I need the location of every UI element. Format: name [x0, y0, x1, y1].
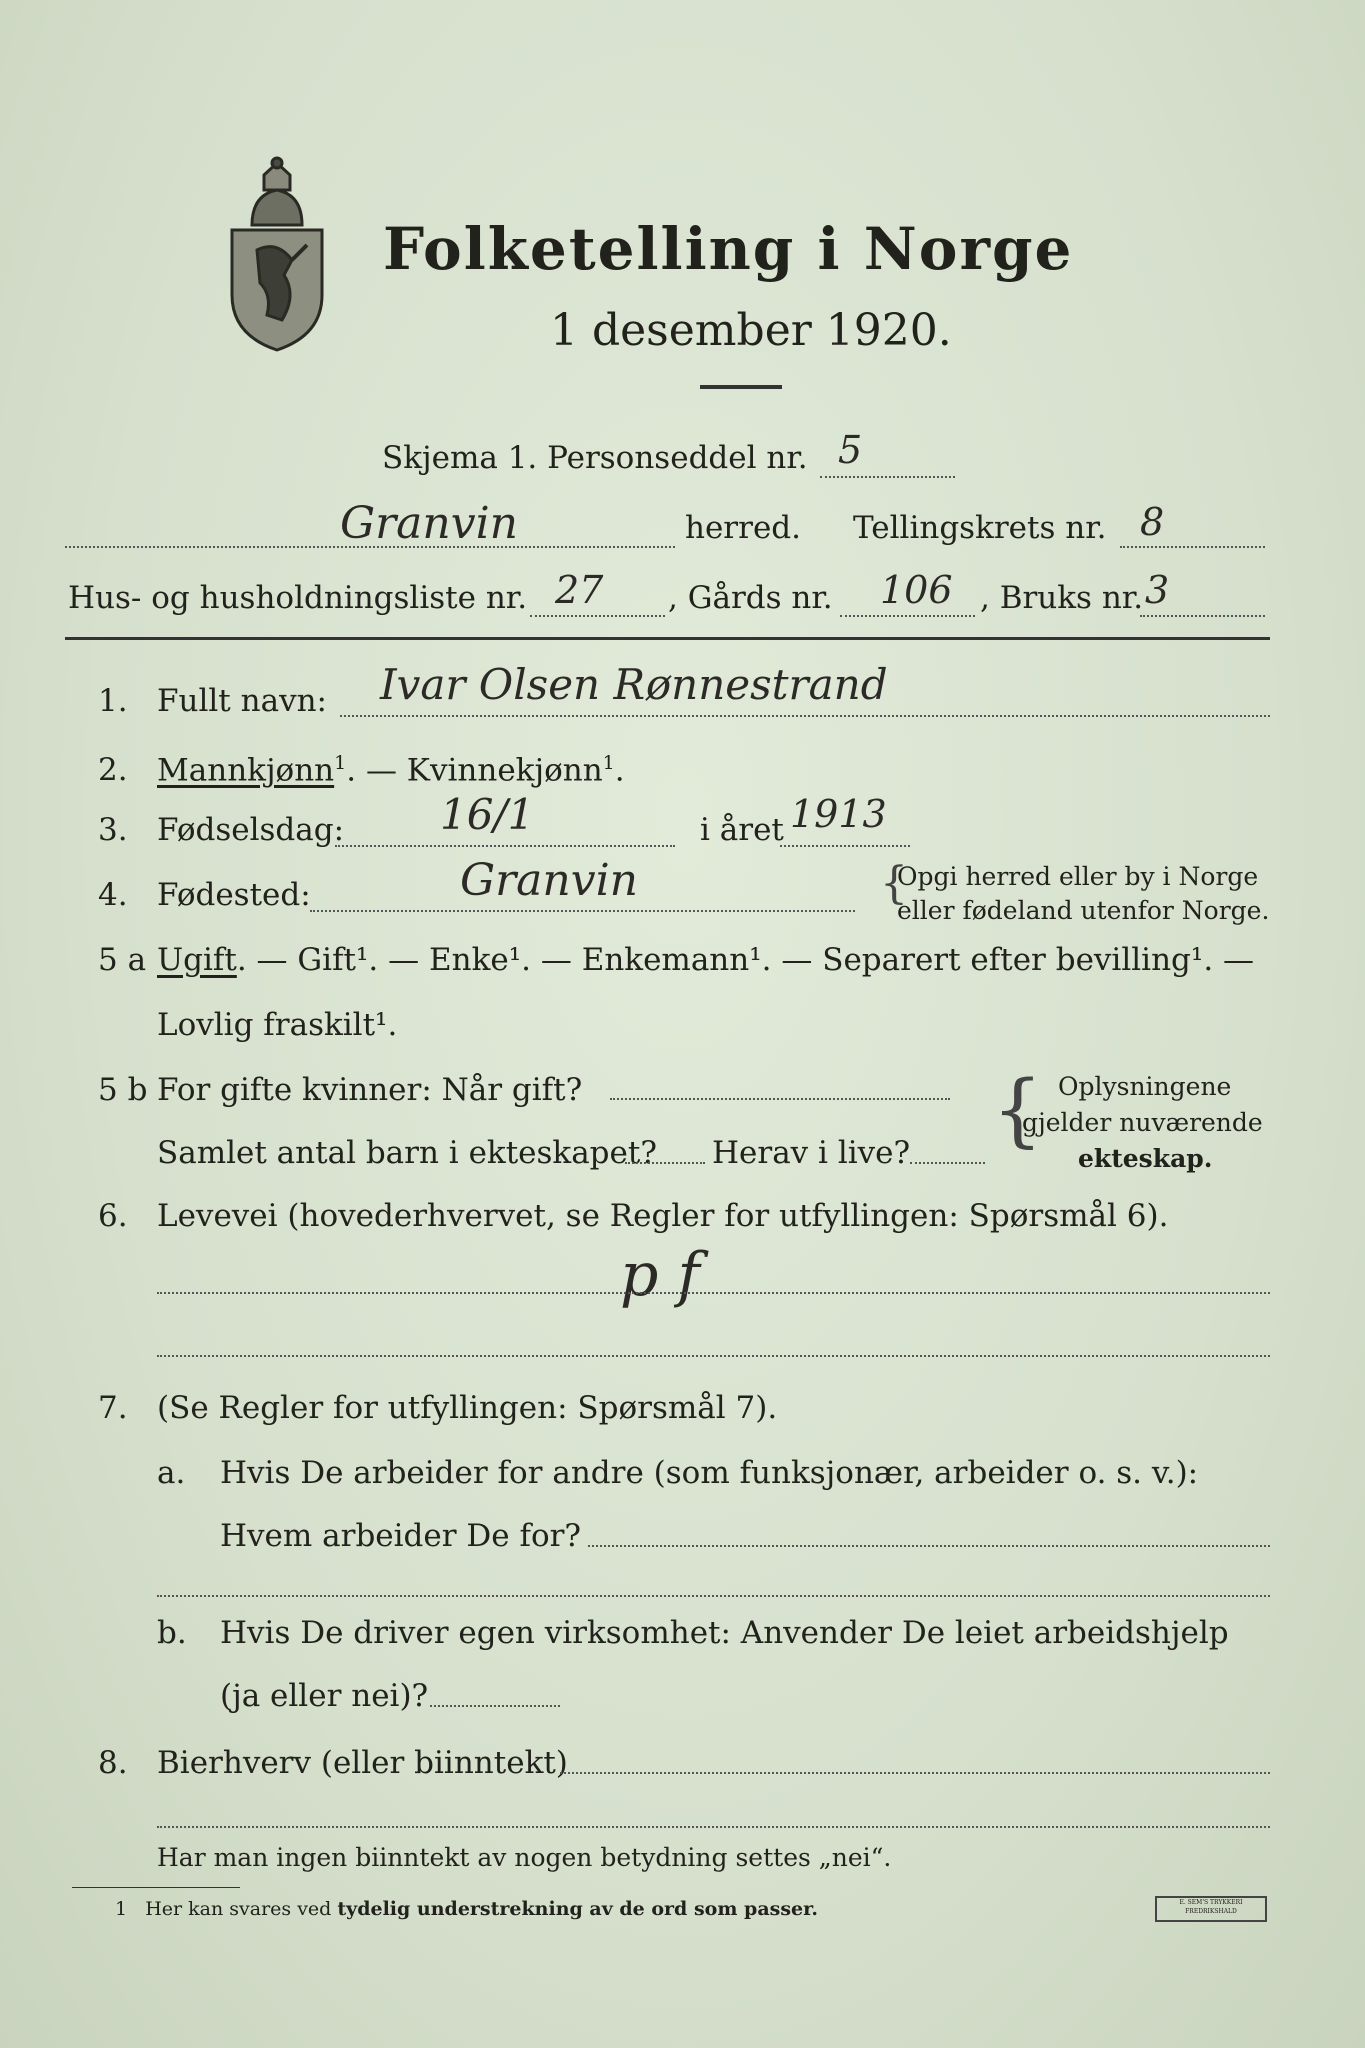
q2-options: Mannkjønn$^1$. — Kvinnekjønn$^1$.	[157, 752, 625, 789]
male-option[interactable]: Mannkjønn	[157, 752, 335, 789]
q5b-children-label: Samlet antal barn i ekteskapet?	[157, 1135, 657, 1171]
husholdning-label: Hus- og husholdningsliste nr.	[68, 580, 528, 616]
q7a-line2: Hvem arbeider De for?	[220, 1518, 582, 1554]
q7b-letter: b.	[157, 1615, 187, 1651]
q7-label: (Se Regler for utfyllingen: Spørsmål 7).	[157, 1390, 778, 1426]
gards-nr[interactable]: 106	[880, 568, 953, 612]
q8-note: Har man ingen biinntekt av nogen betydning settes „nei“.	[157, 1843, 892, 1872]
q3-number: 3.	[98, 812, 128, 848]
title-divider	[700, 385, 782, 389]
q6-label: Levevei (hovederhvervet, se Regler for utfyllingen: Spørsmål 6).	[157, 1198, 1169, 1234]
q5a-line2[interactable]: Lovlig fraskilt¹.	[157, 1007, 398, 1043]
unmarried-option[interactable]: Ugift	[157, 942, 237, 978]
norway-coat-of-arms-icon	[222, 155, 332, 355]
q8-number: 8.	[98, 1745, 128, 1781]
footnote-text: 1 Her kan svares ved tydelig understrekning av de ord som passer.	[115, 1898, 818, 1920]
footnote-rule	[72, 1887, 240, 1888]
occupation-value[interactable]: p f	[620, 1240, 700, 1310]
birthplace-note-2: eller fødeland utenfor Norge.	[897, 896, 1270, 925]
bruks-nr[interactable]: 3	[1145, 568, 1170, 612]
q5b-alive-label: Herav i live?	[712, 1135, 911, 1171]
q6-number: 6.	[98, 1198, 128, 1234]
q5a-number: 5 a	[98, 942, 147, 978]
marriage-note-1: Oplysningene	[1058, 1072, 1232, 1101]
marriage-note-3: ekteskap.	[1078, 1144, 1213, 1173]
full-name-value[interactable]: Ivar Olsen Rønnestrand	[380, 660, 888, 709]
q7b-line2: (ja eller nei)?	[220, 1678, 429, 1714]
header-rule	[65, 637, 1270, 640]
form-title: Folketelling i Norge	[383, 215, 1074, 283]
form-date: 1 desember 1920.	[550, 305, 952, 356]
birthplace-value[interactable]: Granvin	[460, 855, 639, 906]
q7-number: 7.	[98, 1390, 128, 1426]
husholdning-nr[interactable]: 27	[555, 568, 604, 612]
q3-year-label: i året	[700, 812, 784, 848]
herred-label: herred.	[685, 510, 801, 546]
q3-label: Fødselsdag:	[157, 812, 345, 848]
q5b-number: 5 b	[98, 1072, 148, 1108]
marriage-note-2: gjelder nuværende	[1022, 1108, 1263, 1137]
q8-label: Bierhverv (eller biinntekt)	[157, 1745, 568, 1781]
bruks-label: , Bruks nr.	[980, 580, 1144, 616]
q4-label: Fødested:	[157, 877, 311, 913]
q1-number: 1.	[98, 683, 128, 719]
q7a-label: Hvis De arbeider for andre (som funksjonær, arbeider o. s. v.):	[220, 1455, 1199, 1491]
q7b-label: Hvis De driver egen virksomhet: Anvender De leiet arbeidshjelp	[220, 1615, 1229, 1651]
tellingskrets-label: Tellingskrets nr.	[853, 510, 1107, 546]
q7a-letter: a.	[157, 1455, 186, 1491]
q5b-label: For gifte kvinner: Når gift?	[157, 1072, 583, 1108]
female-option[interactable]: . — Kvinnekjønn	[346, 752, 603, 789]
birth-year-value[interactable]: 1913	[790, 792, 887, 836]
schema-label: Skjema 1. Personseddel nr.	[382, 440, 808, 476]
census-form: Folketelling i Norge 1 desember 1920. Skjema 1. Personseddel nr. 5 Granvin herred. Tellingskrets nr. 8 Hus- og husholdningsliste nr. 27 , Gårds nr. 106 , Bruks nr. 3 1. Fullt navn: Ivar Olsen Rønnestrand 2. Mannkjønn$^1$. — Kvinnekjønn$^1$. 3. Fødselsdag: 16/1 i året 1913 4. Fødested: Granvin { Opgi herred eller by i Norge eller fødeland utenfor Norge. 5 a Ugift. — Gift¹. — Enke¹. — Enkemann¹. — Separert efter bevilling¹. — Lovlig fraskilt¹. 5 b For gifte kvinner: Når gift? Samlet antal barn i ekteskapet? Herav i live? { Oplysningene gjelder nuværende ekteskap. 6. Levevei (hovederhvervet, se Regler for utfyllingen: Spørsmål 6). p f 7. (Se Regler for utfyllingen: Spørsmål 7). a. Hvis De arbeider for andre (som funksjonær, arbeider o. s. v.): Hvem arbeider De for? b. Hvis De driver egen virksomhet: Anvender De leiet arbeidshjelp (ja eller nei)? 8. Bierhverv (eller biinntekt) Har man ingen biinntekt av nogen betydning settes „nei“. 1 Her kan svares ved tydelig understrekning av de ord som passer. E. SEM'S TRYKKERI FREDRIKSHALD	[0, 0, 1365, 2048]
q4-number: 4.	[98, 877, 128, 913]
herred-value[interactable]: Granvin	[340, 498, 519, 549]
q5a-options	[157, 942, 1254, 978]
personseddel-nr[interactable]: 5	[838, 428, 863, 472]
printer-stamp: E. SEM'S TRYKKERI FREDRIKSHALD	[1155, 1896, 1267, 1922]
q1-label: Fullt navn:	[157, 683, 327, 719]
birthday-value[interactable]: 16/1	[440, 790, 535, 839]
tellingskrets-nr[interactable]: 8	[1140, 500, 1165, 544]
q2-number: 2.	[98, 752, 128, 788]
birthplace-note-1: Opgi herred eller by i Norge	[897, 862, 1259, 891]
gards-label: , Gårds nr.	[668, 580, 833, 616]
marital-other-options[interactable]: . — Gift¹. — Enke¹. — Enkemann¹. — Separert efter bevilling¹. —	[236, 942, 1255, 978]
